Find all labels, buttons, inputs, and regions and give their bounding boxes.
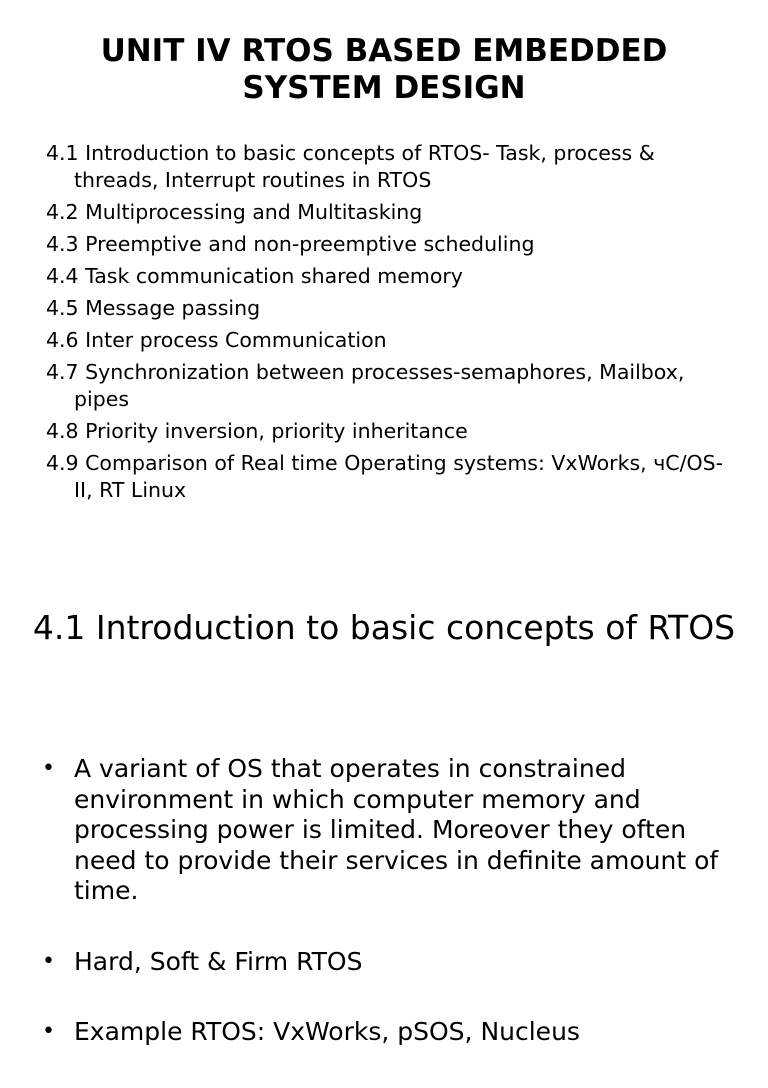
bullet-text: Hard, Soft & Firm RTOS — [74, 946, 363, 976]
topic-item: 4.5 Message passing — [46, 296, 261, 320]
bullet-icon: • — [42, 1019, 55, 1044]
topic-item: 4.9 Comparison of Real time Operating systems: VxWorks, чC/OS-II, RT Linux — [46, 451, 724, 502]
slide-title: UNIT IV RTOS BASED EMBEDDED SYSTEM DESIGN — [100, 33, 668, 106]
topic-list — [46, 140, 726, 509]
bullet-icon: • — [42, 756, 55, 781]
slide-rtos-intro — [0, 560, 768, 1046]
bullet-item — [42, 1017, 732, 1048]
bullet-item — [42, 754, 732, 907]
topic-item: 4.4 Task communication shared memory — [46, 264, 463, 288]
bullet-text: Example RTOS: VxWorks, pSOS, Nucleus — [74, 1017, 580, 1046]
bullet-list — [42, 754, 732, 1088]
bullet-text: A variant of OS that operates in constrained environment in which computer memory and processing power is limited. Moreover they often need to provide their services in definite amount of time. — [74, 754, 719, 905]
topic-item: 4.3 Preemptive and non-preemptive scheduling — [46, 232, 535, 256]
topic-item: 4.1 Introduction to basic concepts of RTOS- Task, process & threads, Interrupt routines in RTOS — [46, 141, 655, 192]
topic-item: 4.2 Multiprocessing and Multitasking — [46, 200, 423, 224]
bullet-item — [42, 947, 732, 978]
topic-item: 4.7 Synchronization between processes-semaphores, Mailbox, pipes — [46, 360, 685, 411]
topic-item: 4.6 Inter process Communication — [46, 328, 387, 352]
bullet-icon: • — [42, 948, 55, 974]
topic-item: 4.8 Priority inversion, priority inheritance — [46, 419, 468, 443]
slide-title: 4.1 Introduction to basic concepts of RTOS — [32, 608, 736, 647]
